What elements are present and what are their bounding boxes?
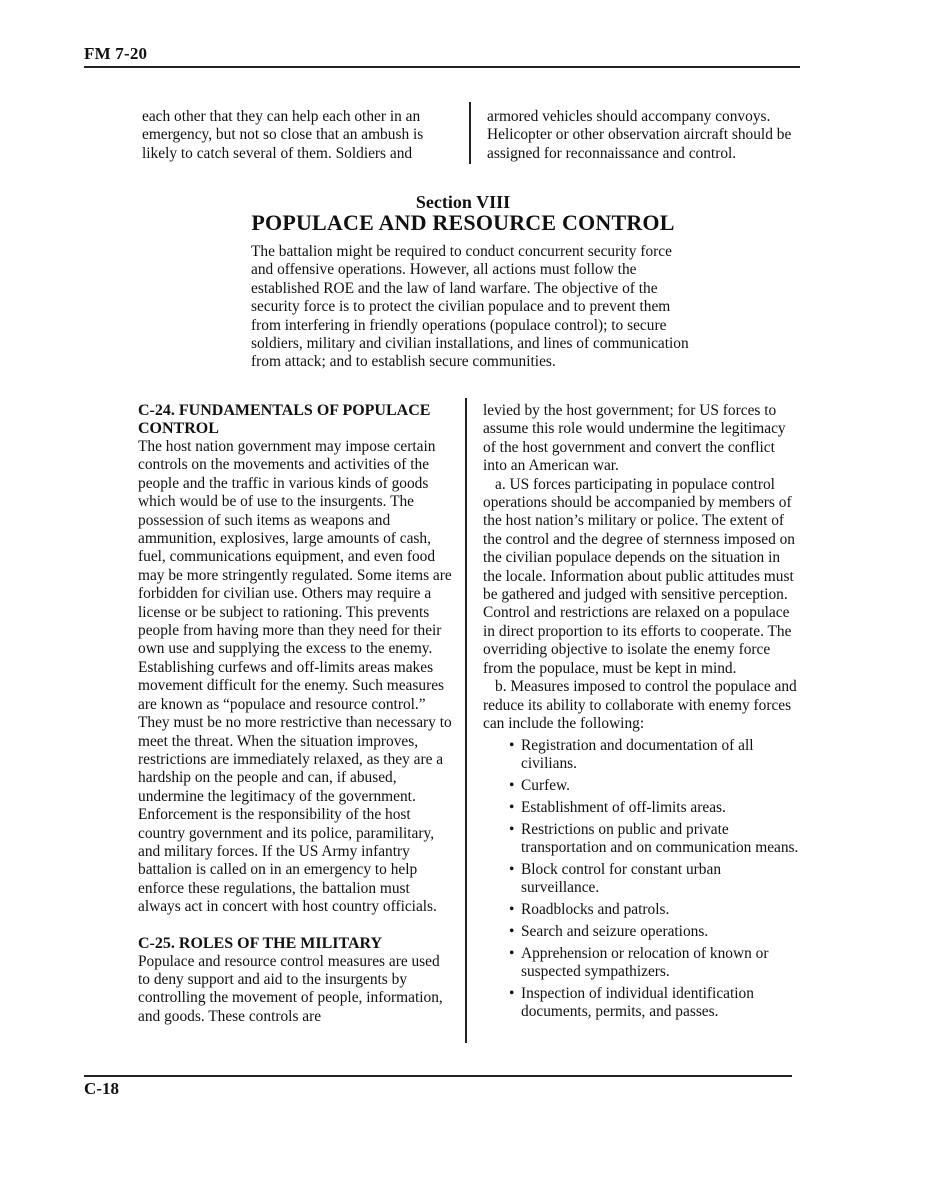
list-item-text: Restrictions on public and private transportation and on communication means. [521,821,799,857]
paragraph-a: a. US forces participating in populace control operations should be accompanied by members of the host nation’s military or police. The extent of the control and the degree of sternness imposed on the civilian populace depends on the situation in the locale. Information about public attitudes must be gathered and judged with sensitive perception. Control and restrictions are relaxed on a populace in direct proportion to its efforts to cooperate. The overriding objective to isolate the enemy force from the populace, must be kept in mind. [483,475,795,677]
c24-heading: C-24. FUNDAMENTALS OF POPULACE CONTROL [138,402,431,437]
column-divider-top [469,102,471,164]
bullet-icon: • [509,799,515,817]
page-number: C-18 [84,1079,119,1098]
document-id: FM 7-20 [84,44,148,63]
section-label: Section VIII [415,192,511,212]
list-item [483,901,801,919]
column-divider-main [465,398,467,1043]
paragraph-b: b. Measures imposed to control the populace and reduce its ability to collaborate with enemy forces can include the following: [483,678,797,732]
list-item [483,985,801,1021]
top-left-text: each other that they can help each other in an emergency, but not so close that an ambush is likely to catch several of them. Soldiers and [142,108,424,162]
bullet-icon: • [509,737,515,755]
right-continuation: levied by the host government; for US forces to assume this role would undermine the legitimacy of the host government and convert the conflict into an American war. [483,402,786,475]
list-item [483,861,801,897]
top-right-column [487,108,799,163]
list-item [483,923,801,941]
left-main-column [138,402,454,1026]
bullet-icon: • [509,861,515,879]
list-item [483,777,801,795]
list-item [483,945,801,981]
list-item [483,799,801,817]
bullet-icon: • [509,777,515,795]
list-item-text: Roadblocks and patrols. [521,901,670,919]
measures-list [483,737,801,1021]
footer-rule [84,1075,792,1077]
list-item-text: Search and seizure operations. [521,923,709,941]
list-item-text: Registration and documentation of all civilians. [521,737,754,773]
top-left-column [142,108,454,163]
section-title: POPULACE AND RESOURCE CONTROL [251,210,675,235]
right-main-column [483,402,801,1025]
bullet-icon: • [509,901,515,919]
bullet-icon: • [509,985,515,1003]
bullet-icon: • [509,945,515,963]
bullet-icon: • [509,821,515,839]
bullet-icon: • [509,923,515,941]
list-item-text: Inspection of individual identification documents, permits, and passes. [521,985,754,1021]
list-item-text: Curfew. [521,777,571,795]
header-rule [84,66,800,68]
list-item [483,737,801,773]
list-item-text: Block control for constant urban surveillance. [521,861,722,897]
c24-body: The host nation government may impose certain controls on the movements and activities of the people and the traffic in various kinds of goods which would be of use to the insurgents. The possession of such items as weapons and ammunition, explosives, large amounts of cash, fuel, communications equipment, and even food may be more stringently regulated. Some items are forbidden for civilian use. Others may require a license or be subject to rationing. This prevents people from having more than they need for their own use and supplying the excess to the enemy. Establishing curfews and off-limits areas makes movement difficult for the enemy. Such measures are known as “populace and resource control.” They must be no more restrictive than necessary to meet the threat. When the situation improves, restrictions are immediately relaxed, as they are a hardship on the people and can, if abused, undermine the legitimacy of the government. Enforcement is the responsibility of the host country government and its police, paramilitary, and military forces. If the US Army infantry battalion is called on in an emergency to help enforce these regulations, the battalion must always act in concert with host country officials. [138,438,452,916]
list-item-text: Establishment of off-limits areas. [521,799,726,817]
c25-body: Populace and resource control measures are used to deny support and aid to the insurgents by controlling the movement of people, information, and goods. These controls are [138,952,443,1025]
top-right-text: armored vehicles should accompany convoys. Helicopter or other observation aircraft should be assigned for reconnaissance and control. [487,108,792,162]
list-item [483,821,801,857]
section-intro: The battalion might be required to conduct concurrent security force and offensive operations. However, all actions must follow the established ROE and the law of land warfare. The objective of the security force is to protect the civilian populace and to prevent them from interfering in friendly operations (populace control); to secure soldiers, military and civilian installations, and lines of communication from attack; and to establish secure communities. [251,243,689,371]
list-item-text: Apprehension or relocation of known or suspected sympathizers. [521,945,769,981]
c25-heading: C-25. ROLES OF THE MILITARY [138,934,383,952]
